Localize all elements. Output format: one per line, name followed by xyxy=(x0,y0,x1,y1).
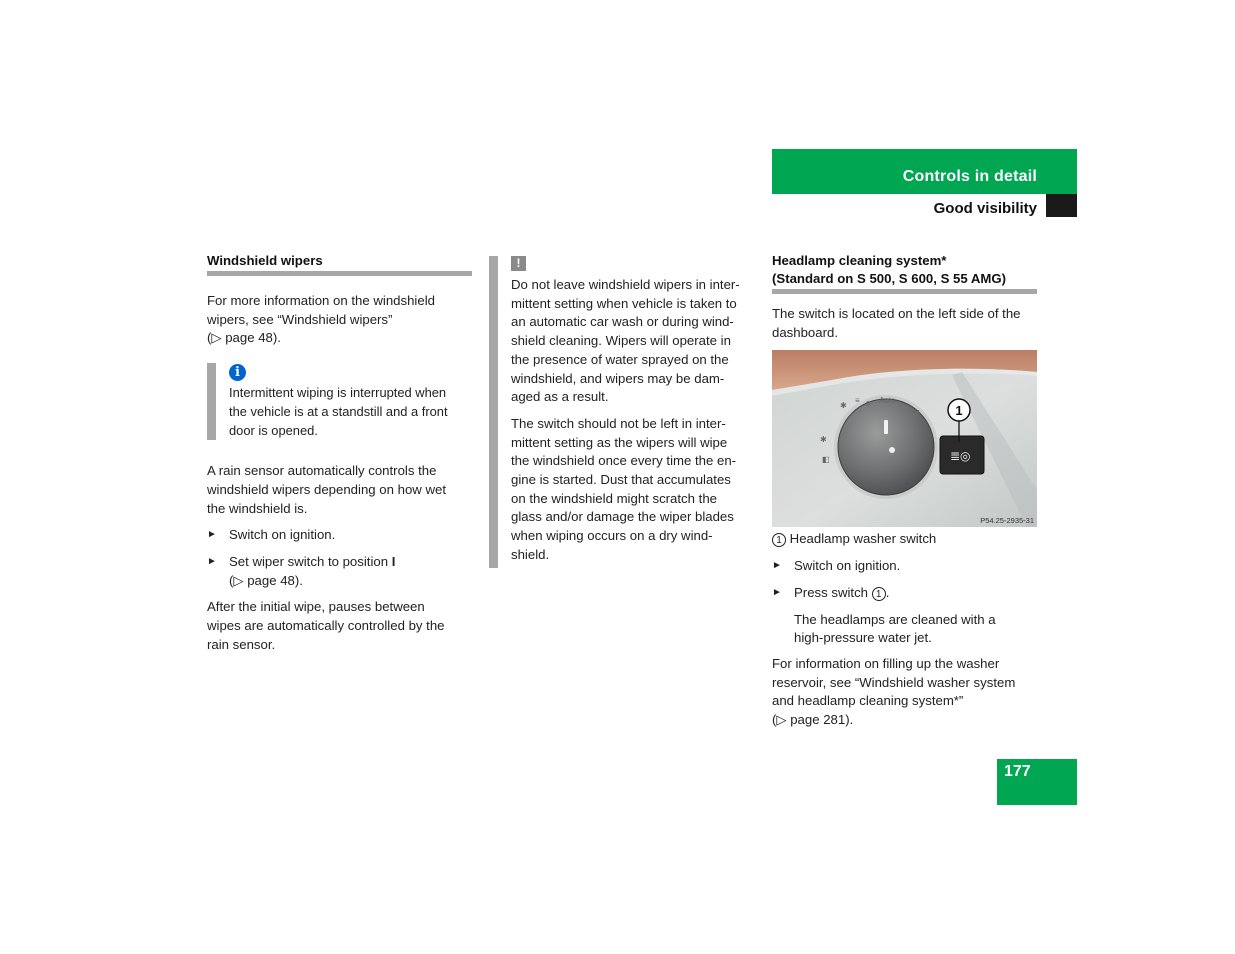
page-reference-link[interactable]: (▷ page 48). xyxy=(229,572,303,588)
headlamp-cleaning-heading xyxy=(772,252,1037,288)
page-reference-link[interactable]: (▷ page 281). xyxy=(772,712,854,728)
location-line: dashboard. xyxy=(772,324,838,340)
subsection-title: Good visibility xyxy=(933,200,1037,217)
windshield-wipers-heading: Windshield wipers xyxy=(207,253,323,268)
warning-line: aged as a result. xyxy=(511,389,609,405)
wiper-position: I xyxy=(391,554,396,570)
rain-sensor-paragraph xyxy=(207,462,472,518)
warning-line: mittent setting when vehicle is taken to xyxy=(511,295,737,311)
rain-line: the windshield is. xyxy=(207,500,308,516)
heading-rule xyxy=(772,289,1037,294)
figure-legend xyxy=(772,530,1037,549)
bullet-arrow-icon: ► xyxy=(207,556,217,568)
warning-paragraph-2 xyxy=(511,415,757,565)
result-line: The headlamps are cleaned with a xyxy=(794,611,996,627)
step-text: Switch on ignition. xyxy=(229,527,336,543)
svg-text:≡◐: ≡◐ xyxy=(912,407,922,417)
intro-paragraph xyxy=(207,292,472,348)
warning-line: the windshield once every time the en- xyxy=(511,453,737,469)
svg-text:≡: ≡ xyxy=(855,396,860,406)
dashboard-photo xyxy=(772,350,1037,527)
page-reference-link[interactable]: (▷ page 48). xyxy=(207,330,281,346)
after-line: After the initial wipe, pauses between xyxy=(207,599,425,615)
step-text-end: . xyxy=(885,584,890,600)
bullet-arrow-icon: ► xyxy=(207,529,217,541)
column-headlamp-cleaning xyxy=(772,252,1037,730)
switch-number: 1 xyxy=(872,587,886,601)
svg-text:✱: ✱ xyxy=(820,435,827,445)
more-line: reservoir, see “Windshield washer system xyxy=(772,674,1016,690)
svg-text:≣◎: ≣◎ xyxy=(950,449,971,464)
intro-line: wipers, see “Windshield wipers” xyxy=(207,311,393,327)
info-line: door is opened. xyxy=(229,422,318,438)
warning-line: gine is started. Dust that accumulates xyxy=(511,472,731,488)
location-paragraph xyxy=(772,305,1037,342)
legend-number: 1 xyxy=(772,533,786,547)
dial-mark: 0 xyxy=(866,401,870,409)
step-switch-on-ignition xyxy=(207,526,472,545)
after-line: rain sensor. xyxy=(207,636,276,652)
heading-line: Headlamp cleaning system* xyxy=(772,253,947,268)
page-number: 177 xyxy=(1004,763,1031,780)
column-windshield-wipers xyxy=(207,252,472,655)
rain-line: A rain sensor automatically controls the xyxy=(207,463,437,479)
intro-line: For more information on the windshield xyxy=(207,293,435,308)
heading-line: (Standard on S 500, S 600, S 55 AMG) xyxy=(772,271,1007,286)
warning-line: Do not leave windshield wipers in inter- xyxy=(511,277,740,292)
legend-text: Headlamp washer switch xyxy=(789,531,937,547)
section-title: Controls in detail xyxy=(902,168,1037,185)
warning-line: shield cleaning. Wipers will operate in xyxy=(511,333,731,349)
step-text: Set wiper switch to position xyxy=(229,554,392,570)
rain-line: windshield wipers depending on how wet xyxy=(207,481,446,497)
warning-paragraph-1 xyxy=(511,276,757,407)
auto-label: Auto xyxy=(879,396,896,406)
info-note xyxy=(207,363,472,440)
warning-line: the presence of water sprayed on the xyxy=(511,351,729,367)
info-line: the vehicle is at a standstill and a front xyxy=(229,403,448,419)
step-text: Press switch xyxy=(794,584,872,600)
info-bar xyxy=(207,363,216,440)
warning-line: on the windshield might scratch the xyxy=(511,490,717,506)
header-tab-marker xyxy=(1046,194,1077,217)
warning-line: an automatic car wash or during wind- xyxy=(511,314,734,330)
info-line: Intermittent wiping is interrupted when xyxy=(229,385,447,401)
warning-line: The switch should not be left in inter- xyxy=(511,415,726,431)
warning-line: mittent setting as the wipers will wipe xyxy=(511,434,728,450)
step-text: Switch on ignition. xyxy=(794,558,901,574)
warning-line: windshield, and wipers may be dam- xyxy=(511,370,725,386)
figure-reference: P54.25-2935-31 xyxy=(980,516,1034,526)
warning-bar xyxy=(489,256,498,568)
result-line: high-pressure water jet. xyxy=(794,630,932,646)
location-line: The switch is located on the left side of the xyxy=(772,306,1021,321)
heading-rule xyxy=(207,271,472,276)
warning-line: shield. xyxy=(511,546,550,562)
step-switch-on-ignition xyxy=(772,557,1037,576)
bullet-arrow-icon: ► xyxy=(772,586,782,598)
warning-icon: ! xyxy=(511,256,526,271)
callout-number: 1 xyxy=(955,403,963,419)
info-icon: i xyxy=(229,364,246,381)
svg-text:◧: ◧ xyxy=(822,455,830,465)
more-info-paragraph xyxy=(772,655,1037,730)
step-set-wiper-switch xyxy=(207,553,472,590)
step-press-switch xyxy=(772,584,1037,603)
headlamp-switch-figure xyxy=(772,350,1037,527)
after-wipe-paragraph xyxy=(207,598,472,654)
bullet-arrow-icon: ► xyxy=(772,560,782,572)
warning-line: when wiping occurs on a dry wind- xyxy=(511,528,713,544)
more-line: For information on filling up the washer xyxy=(772,655,1000,671)
warning-line: glass and/or damage the wiper blades xyxy=(511,509,734,525)
after-line: wipes are automatically controlled by the xyxy=(207,618,445,634)
more-line: and headlamp cleaning system*” xyxy=(772,693,964,709)
svg-text:✱: ✱ xyxy=(840,401,847,411)
result-paragraph xyxy=(772,611,1037,648)
warning-note xyxy=(511,254,757,565)
